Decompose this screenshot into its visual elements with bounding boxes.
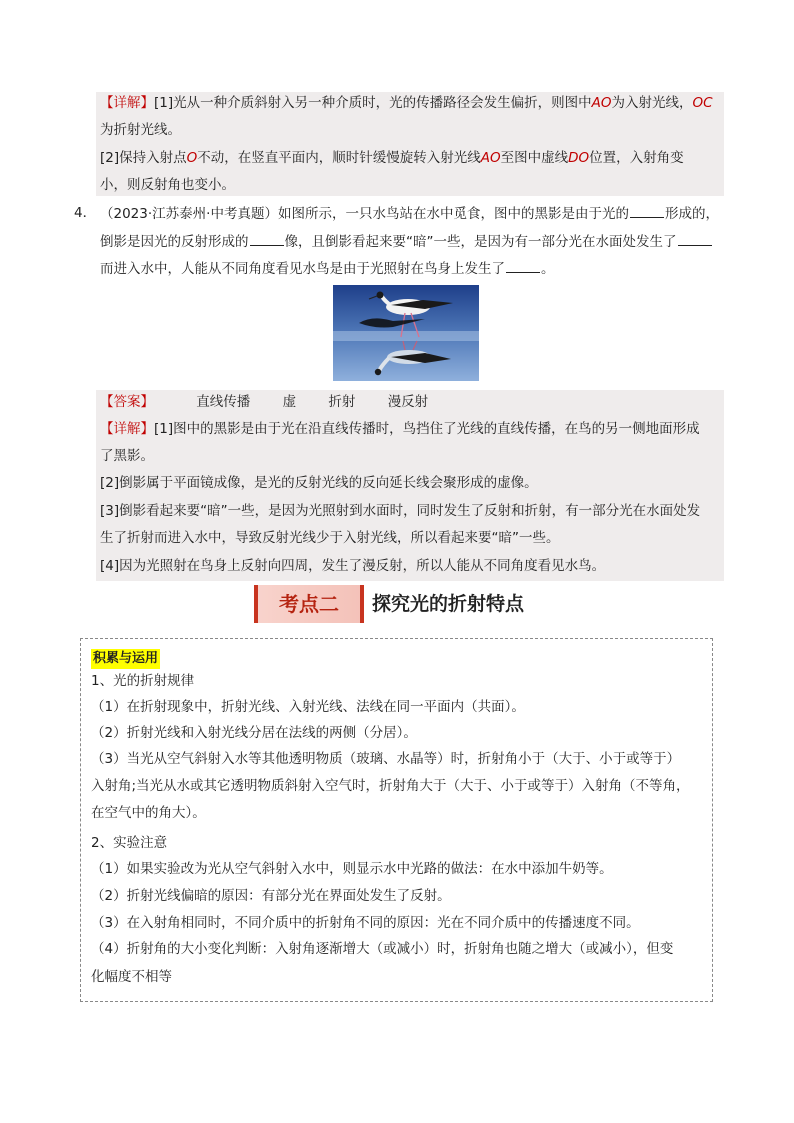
question-line-3: 而进入水中，人能从不同角度看见水鸟是由于光照射在鸟身上发生了 。 (100, 258, 555, 279)
question-line-1: （2023·江苏泰州·中考真题）如图所示，一只水鸟站在水中觅食，图中的黑影是由于光的 形成的， (100, 203, 719, 224)
detail2-line-3: [2]倒影属于平面镜成像，是光的反射光线的反向延长线会聚形成的虚像。 (100, 475, 538, 491)
question-line-2: 倒影是因光的反射形成的 像，且倒影看起来要“暗”一些，是因为有一部分光在水面处发生了 (100, 231, 713, 252)
blank-3 (678, 231, 712, 246)
detail1-line-1: 【详解】[1]光从一种介质斜射入另一种介质时，光的传播路径会发生偏折，则图中AO为入射光线，OC (100, 95, 713, 111)
answer-item: 漫反射 (387, 394, 429, 410)
answer-item: 虚 (282, 394, 297, 410)
answer-item: 折射 (328, 394, 356, 410)
knowledge-tag: 积累与运用 (91, 649, 160, 669)
water-bird-photo (333, 285, 479, 381)
keypoint-title: 探究光的折射特点 (372, 593, 525, 615)
answer-line (100, 392, 428, 412)
knowledge-line: 化幅度不相等 (91, 969, 172, 985)
detail1-line-3: [2]保持入射点O不动，在竖直平面内，顺时针缓慢旋转入射光线AO至图中虚线DO位置，入射角变 (100, 150, 684, 166)
detail2-line-5: 生了折射而进入水中，导致反射光线少于入射光线，所以看起来要“暗”一些。 (100, 530, 560, 546)
knowledge-box (80, 638, 713, 1002)
detail2-line-4: [3]倒影看起来要“暗”一些，是因为光照射到水面时，同时发生了反射和折射，有一部分光在水面处发 (100, 503, 701, 519)
detail2-line-2: 了黑影。 (100, 448, 154, 464)
question-number: 4． (74, 205, 97, 221)
knowledge-line: （1）如果实验改为光从空气斜射入水中，则显示水中光路的做法：在水中添加牛奶等。 (91, 861, 613, 877)
knowledge-line: （2）折射光线和入射光线分居在法线的两侧（分居）。 (91, 725, 417, 741)
blank-2 (250, 231, 284, 246)
answer-label: 【答案】 (100, 394, 154, 410)
knowledge-line: （3）当光从空气斜射入水等其他透明物质（玻璃、水晶等）时，折射角小于（大于、小于或等于） (91, 751, 681, 767)
knowledge-line: 1、光的折射规律 (91, 673, 195, 689)
detail2-line-6: [4]因为光照射在鸟身上反射向四周，发生了漫反射，所以人能从不同角度看见水鸟。 (100, 558, 606, 574)
detail1-line-2: 为折射光线。 (100, 122, 181, 138)
keypoint-badge: 考点二 (254, 585, 364, 623)
knowledge-line: 入射角;当光从水或其它透明物质斜射入空气时，折射角大于（大于、小于或等于）入射角（不等角， (91, 778, 690, 794)
knowledge-line: （4）折射角的大小变化判断：入射角逐渐增大（或减小）时，折射角也随之增大（或减小），但变 (91, 941, 674, 957)
answer-item: 直线传播 (196, 394, 251, 410)
knowledge-line: 2、实验注意 (91, 835, 168, 851)
detail1-line-4: 小，则反射角也变小。 (100, 177, 235, 193)
knowledge-line: 在空气中的角大）。 (91, 805, 206, 821)
knowledge-line: （1）在折射现象中，折射光线、入射光线、法线在同一平面内（共面）。 (91, 699, 525, 715)
question-source: （2023·江苏泰州·中考真题） (100, 206, 278, 222)
knowledge-line: （2）折射光线偏暗的原因：有部分光在界面处发生了反射。 (91, 888, 451, 904)
detail2-line-1: 【详解】[1]图中的黑影是由于光在沿直线传播时，鸟挡住了光线的直线传播，在鸟的另一侧地面形成 (100, 421, 700, 437)
knowledge-line: （3）在入射角相同时，不同介质中的折射角不同的原因：光在不同介质中的传播速度不同。 (91, 915, 640, 931)
blank-1 (630, 203, 664, 218)
blank-4 (506, 258, 540, 273)
